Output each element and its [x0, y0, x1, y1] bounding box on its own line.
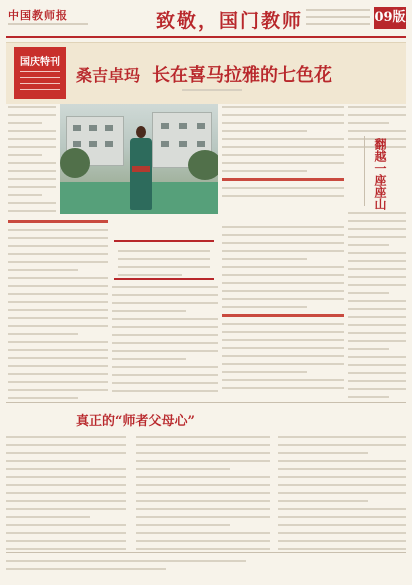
feature-name: 桑吉卓玛: [76, 66, 141, 85]
teacher-figure: [130, 126, 152, 210]
section-divider: [6, 402, 406, 403]
body-column: [278, 436, 406, 556]
body-column: [8, 220, 108, 405]
page-number-badge: 09版: [374, 7, 406, 29]
body-column: [222, 226, 344, 395]
body-column: [136, 436, 270, 556]
masthead: [6, 4, 406, 38]
sidebar-rule: [364, 136, 365, 206]
meta-line: [8, 23, 88, 25]
sidebar-headline: 翻越一座座山: [373, 138, 387, 210]
tree-graphic: [60, 148, 90, 178]
badge-text: [20, 71, 60, 95]
body-column: [8, 106, 56, 218]
section-title: 致敬，国门教师: [156, 10, 304, 32]
feature-photo: [60, 104, 218, 214]
section-divider: [6, 552, 406, 553]
paper-name: 中国教师报: [8, 9, 68, 22]
bottom-headline: 真正的“师者父母心”: [76, 414, 195, 429]
tree-graphic: [188, 150, 218, 180]
feature-headline: 长在喜马拉雅的七色花: [152, 65, 332, 86]
contact-info: [306, 9, 370, 30]
feature-banner: [6, 42, 406, 104]
special-issue-title: 国庆特刊: [20, 57, 60, 68]
byline: [182, 89, 242, 91]
footer: [6, 560, 406, 576]
pull-quote-text: [118, 250, 210, 282]
special-issue-badge: [14, 47, 66, 99]
body-column: [222, 106, 344, 203]
pull-quote: [114, 240, 214, 280]
body-column: [112, 286, 218, 398]
bottom-article: [6, 406, 406, 552]
body-column: [348, 212, 406, 404]
body-column: [6, 436, 126, 556]
